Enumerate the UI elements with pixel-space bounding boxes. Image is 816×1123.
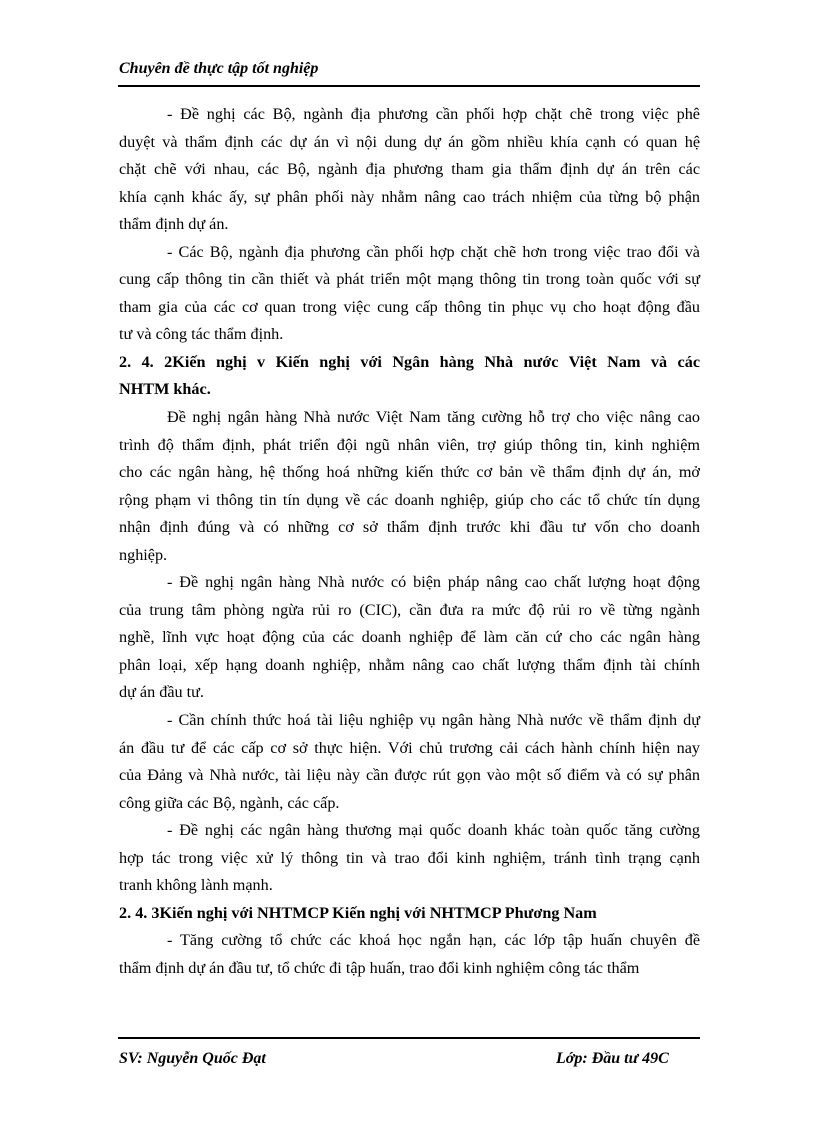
text-line: Đề nghị ngân hàng Nhà nước Việt Nam tăng cường hỗ trợ cho việc nâng cao: [167, 408, 700, 427]
text-line: - Cần chính thức hoá tài liệu nghiệp vụ ngân hàng Nhà nước về thẩm định dự: [167, 711, 700, 730]
footer-student: SV: Nguyễn Quốc Đạt: [119, 1050, 266, 1067]
text-line: hợp tác trong việc xử lý thông tin và trao đổi kinh nghiệm, tránh tình trạng cạnh: [119, 848, 700, 867]
text-line: trình độ thẩm định, phát triển đội ngũ nhân viên, trợ giúp thông tin, kinh nghiệm: [119, 435, 700, 454]
page-header-title: Chuyên đề thực tập tốt nghiệp: [119, 60, 319, 77]
section-heading: [119, 900, 700, 928]
text-line: - Đề nghị các Bộ, ngành địa phương cần phối hợp chặt chẽ trong việc phê: [167, 105, 700, 123]
text-line: nghề, lĩnh vực hoạt động của các doanh nghiệp để làm căn cứ cho các ngân hàng: [119, 628, 700, 647]
paragraph: [119, 239, 700, 349]
paragraph: [119, 569, 700, 707]
text-line: tư và công tác thẩm định.: [119, 325, 284, 344]
text-line: tranh không lành mạnh.: [119, 876, 273, 895]
paragraph: [119, 817, 700, 900]
text-line: - Các Bộ, ngành địa phương cần phối hợp chặt chẽ hơn trong việc trao đổi và: [167, 242, 700, 261]
footer-class: Lớp: Đầu tư 49C: [556, 1050, 669, 1067]
text-line: phân loại, xếp hạng doanh nghiệp, nhằm nâng cao chất lượng thẩm định tài chính: [119, 655, 700, 674]
document-body: [119, 101, 700, 983]
text-line: 2. 4. 2Kiến nghị v Kiến nghị với Ngân hàng Nhà nước Việt Nam và các: [119, 352, 700, 371]
text-line: cung cấp thông tin cần thiết và phát triển một mạng thông tin trong toàn quốc với sự: [119, 270, 700, 289]
text-line: - Đề nghị ngân hàng Nhà nước có biện pháp nâng cao chất lượng hoạt động: [167, 573, 700, 592]
text-line: 2. 4. 3Kiến nghị với NHTMCP Kiến nghị với NHTMCP Phương Nam: [119, 903, 597, 922]
text-line: chặt chẽ với nhau, các Bộ, ngành địa phương tham gia thẩm định dự án trên các: [119, 160, 700, 179]
text-line: - Tăng cường tổ chức các khoá học ngắn hạn, các lớp tập huấn chuyên đề: [167, 931, 700, 950]
section-heading: [119, 349, 700, 404]
text-line: thẩm định dự án đầu tư, tổ chức đi tập huấn, trao đổi kinh nghiệm công tác thẩm: [119, 958, 640, 977]
text-line: nghiệp.: [119, 545, 168, 564]
paragraph: [119, 927, 700, 982]
text-line: dự án đầu tư.: [119, 683, 204, 702]
paragraph: [119, 404, 700, 569]
text-line: - Đề nghị các ngân hàng thương mại quốc doanh khác toàn quốc tăng cường: [167, 821, 700, 840]
text-line: NHTM khác.: [119, 380, 211, 399]
text-line: án đầu tư để các cấp cơ sở thực hiện. Với chủ trương cải cách hành chính hiện nay: [119, 738, 700, 757]
paragraph: [119, 101, 700, 239]
text-line: nhận định đúng và có những cơ sở thẩm định trước khi đầu tư vốn cho doanh: [119, 518, 700, 537]
text-line: duyệt và thẩm định các dự án vì nội dung dự án gồm nhiều khía cạnh có quan hệ: [119, 132, 700, 151]
text-line: của Đảng và Nhà nước, tài liệu này cần được rút gọn vào một số điểm và có sự phân: [119, 766, 700, 785]
text-line: rộng phạm vi thông tin tín dụng về các doanh nghiệp, giúp cho các tổ chức tín dụng: [119, 490, 700, 509]
header-rule: [118, 85, 700, 87]
page-footer: [119, 1050, 700, 1068]
text-line: thẩm định dự án.: [119, 215, 229, 234]
footer-rule: [118, 1037, 700, 1039]
text-line: tham gia của các cơ quan trong việc cung cấp thông tin phục vụ cho hoạt động đầu: [119, 297, 700, 316]
text-line: cho các ngân hàng, hệ thống hoá những kiến thức cơ bản về thẩm định dự án, mở: [119, 463, 700, 482]
paragraph: [119, 707, 700, 817]
text-line: của trung tâm phòng ngừa rủi ro (CIC), cần đưa ra mức độ rủi ro về từng ngành: [119, 600, 700, 619]
text-line: công giữa các Bộ, ngành, các cấp.: [119, 793, 340, 812]
text-line: khía cạnh khác ấy, sự phân phối này nhằm nâng cao trách nhiệm của từng bộ phận: [119, 187, 700, 206]
